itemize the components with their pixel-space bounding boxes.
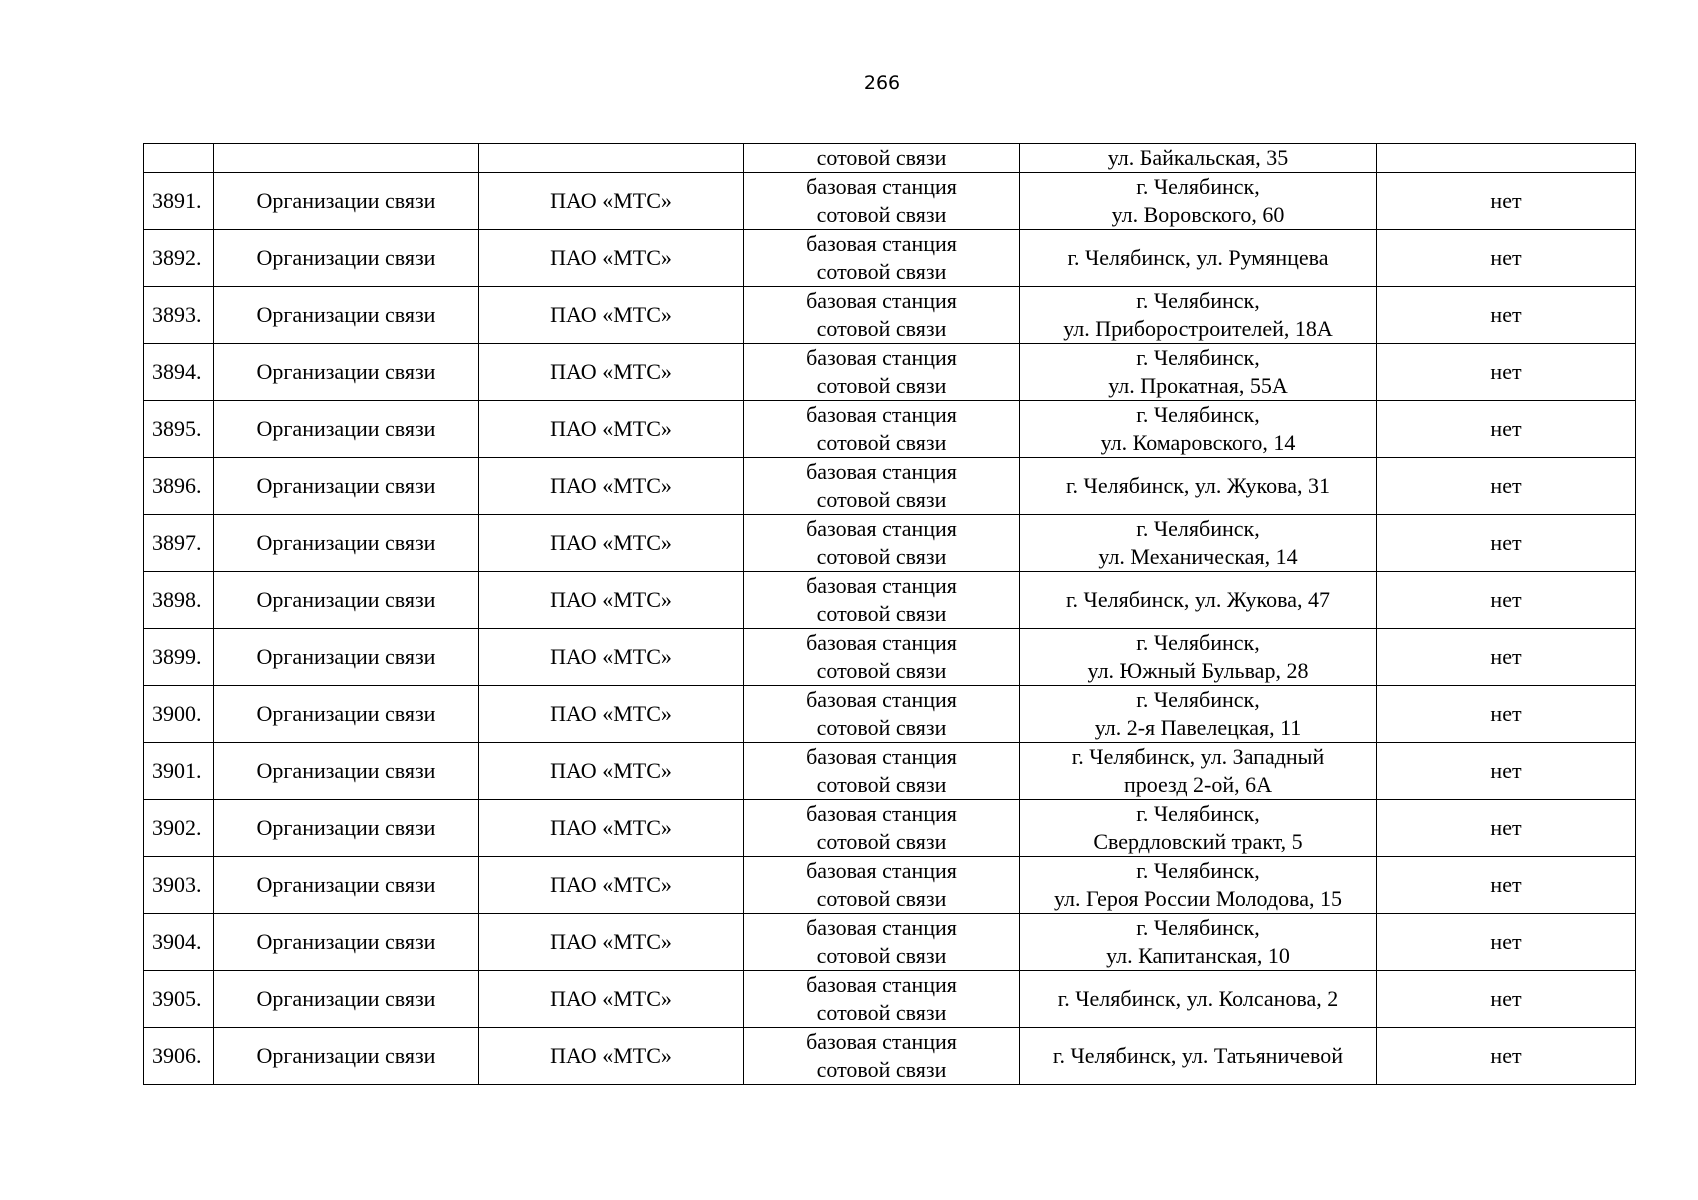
owner-cell: ПАО «МТС»: [479, 287, 744, 344]
note-cell: нет: [1377, 173, 1636, 230]
address-cell: [1020, 686, 1377, 743]
address-cell: [1020, 971, 1377, 1028]
cell-line: базовая станция: [806, 174, 957, 199]
table-row: [144, 458, 1636, 515]
cell-line: базовая станция: [806, 288, 957, 313]
table-row: [144, 743, 1636, 800]
category-cell: Организации связи: [214, 857, 479, 914]
table-row: [144, 401, 1636, 458]
category-cell: Организации связи: [214, 344, 479, 401]
cell-line: сотовой связи: [816, 316, 947, 341]
owner-cell: ПАО «МТС»: [479, 173, 744, 230]
row-number-cell: 3896.: [144, 458, 214, 515]
cell-line: г. Челябинск,: [1136, 402, 1260, 427]
cell-line: ул. Южный Бульвар, 28: [1087, 658, 1309, 683]
row-number-cell: 3895.: [144, 401, 214, 458]
object-type-cell: [744, 857, 1020, 914]
address-cell: [1020, 401, 1377, 458]
cell-line: ул. Героя России Молодова, 15: [1054, 886, 1342, 911]
address-cell: [1020, 629, 1377, 686]
note-cell: нет: [1377, 743, 1636, 800]
address-cell: [1020, 344, 1377, 401]
object-type-cell: [744, 173, 1020, 230]
address-cell: [1020, 173, 1377, 230]
table-row: [144, 287, 1636, 344]
row-number-cell: 3898.: [144, 572, 214, 629]
address-cell: [1020, 800, 1377, 857]
address-cell: [1020, 857, 1377, 914]
cell-line: г. Челябинск,: [1136, 915, 1260, 940]
row-number-cell: 3904.: [144, 914, 214, 971]
object-type-cell: [744, 914, 1020, 971]
table-row: [144, 686, 1636, 743]
note-cell: нет: [1377, 344, 1636, 401]
row-number-cell: [144, 144, 214, 173]
owner-cell: ПАО «МТС»: [479, 971, 744, 1028]
object-type-cell: [744, 144, 1020, 173]
cell-line: г. Челябинск,: [1136, 858, 1260, 883]
table-row: [144, 914, 1636, 971]
cell-line: г. Челябинск,: [1136, 630, 1260, 655]
cell-line: г. Челябинск,: [1136, 801, 1260, 826]
owner-cell: ПАО «МТС»: [479, 857, 744, 914]
table-row: [144, 800, 1636, 857]
object-type-cell: [744, 800, 1020, 857]
row-number-cell: 3906.: [144, 1028, 214, 1085]
cell-line: базовая станция: [806, 972, 957, 997]
table-row: [144, 1028, 1636, 1085]
category-cell: Организации связи: [214, 1028, 479, 1085]
category-cell: Организации связи: [214, 230, 479, 287]
category-cell: Организации связи: [214, 800, 479, 857]
category-cell: Организации связи: [214, 629, 479, 686]
note-cell: нет: [1377, 287, 1636, 344]
owner-cell: ПАО «МТС»: [479, 743, 744, 800]
cell-line: сотовой связи: [816, 658, 947, 683]
cell-line: базовая станция: [806, 858, 957, 883]
note-cell: [1377, 144, 1636, 173]
cell-line: г. Челябинск,: [1136, 174, 1260, 199]
row-number-cell: 3897.: [144, 515, 214, 572]
row-number-cell: 3902.: [144, 800, 214, 857]
cell-line: сотовой связи: [816, 715, 947, 740]
objects-table: [143, 143, 1636, 1085]
cell-line: сотовой связи: [816, 202, 947, 227]
cell-line: г. Челябинск, ул. Жукова, 31: [1066, 473, 1330, 498]
address-cell: [1020, 144, 1377, 173]
cell-line: г. Челябинск, ул. Татьяничевой: [1052, 1043, 1344, 1068]
cell-line: Свердловский тракт, 5: [1093, 829, 1303, 854]
category-cell: Организации связи: [214, 515, 479, 572]
cell-line: г. Челябинск, ул. Западный: [1071, 744, 1325, 769]
cell-line: базовая станция: [806, 516, 957, 541]
cell-line: ул. Комаровского, 14: [1100, 430, 1296, 455]
cell-line: сотовой связи: [816, 772, 947, 797]
cell-line: ул. 2-я Павелецкая, 11: [1094, 715, 1302, 740]
note-cell: нет: [1377, 515, 1636, 572]
address-cell: [1020, 515, 1377, 572]
table-body: [144, 144, 1636, 1085]
object-type-cell: [744, 230, 1020, 287]
cell-line: базовая станция: [806, 687, 957, 712]
cell-line: базовая станция: [806, 801, 957, 826]
cell-line: сотовой связи: [816, 373, 947, 398]
cell-line: сотовой связи: [816, 544, 947, 569]
cell-line: базовая станция: [806, 630, 957, 655]
cell-line: сотовой связи: [816, 601, 947, 626]
note-cell: нет: [1377, 686, 1636, 743]
object-type-cell: [744, 686, 1020, 743]
table-row: [144, 344, 1636, 401]
category-cell: Организации связи: [214, 743, 479, 800]
address-cell: [1020, 572, 1377, 629]
cell-line: г. Челябинск,: [1136, 288, 1260, 313]
cell-line: сотовой связи: [816, 943, 947, 968]
note-cell: нет: [1377, 857, 1636, 914]
row-number-cell: 3905.: [144, 971, 214, 1028]
table-row: [144, 515, 1636, 572]
row-number-cell: 3893.: [144, 287, 214, 344]
object-type-cell: [744, 572, 1020, 629]
note-cell: нет: [1377, 629, 1636, 686]
owner-cell: ПАО «МТС»: [479, 914, 744, 971]
owner-cell: ПАО «МТС»: [479, 344, 744, 401]
address-cell: [1020, 458, 1377, 515]
table-row: [144, 230, 1636, 287]
cell-line: сотовой связи: [816, 829, 947, 854]
row-number-cell: 3891.: [144, 173, 214, 230]
cell-line: базовая станция: [806, 345, 957, 370]
table-row: [144, 572, 1636, 629]
category-cell: Организации связи: [214, 914, 479, 971]
cell-line: ул. Байкальская, 35: [1107, 145, 1289, 170]
cell-line: ул. Воровского, 60: [1111, 202, 1285, 227]
cell-line: сотовой связи: [816, 259, 947, 284]
category-cell: [214, 144, 479, 173]
cell-line: ул. Прокатная, 55А: [1108, 373, 1288, 398]
category-cell: Организации связи: [214, 686, 479, 743]
object-type-cell: [744, 287, 1020, 344]
cell-line: сотовой связи: [816, 1057, 947, 1082]
page-number: 266: [863, 72, 901, 94]
cell-line: г. Челябинск,: [1136, 345, 1260, 370]
owner-cell: ПАО «МТС»: [479, 572, 744, 629]
note-cell: нет: [1377, 401, 1636, 458]
note-cell: нет: [1377, 971, 1636, 1028]
object-type-cell: [744, 344, 1020, 401]
table-row: [144, 173, 1636, 230]
cell-line: ул. Приборостроителей, 18А: [1063, 316, 1333, 341]
category-cell: Организации связи: [214, 173, 479, 230]
row-number-cell: 3899.: [144, 629, 214, 686]
table-row-continuation: [144, 144, 1636, 173]
cell-line: ул. Капитанская, 10: [1106, 943, 1290, 968]
owner-cell: ПАО «МТС»: [479, 515, 744, 572]
owner-cell: ПАО «МТС»: [479, 230, 744, 287]
cell-line: базовая станция: [806, 744, 957, 769]
note-cell: нет: [1377, 800, 1636, 857]
address-cell: [1020, 287, 1377, 344]
cell-line: базовая станция: [806, 459, 957, 484]
category-cell: Организации связи: [214, 971, 479, 1028]
owner-cell: [479, 144, 744, 173]
cell-line: г. Челябинск,: [1136, 687, 1260, 712]
address-cell: [1020, 914, 1377, 971]
owner-cell: ПАО «МТС»: [479, 800, 744, 857]
table-row: [144, 971, 1636, 1028]
note-cell: нет: [1377, 230, 1636, 287]
note-cell: нет: [1377, 458, 1636, 515]
owner-cell: ПАО «МТС»: [479, 629, 744, 686]
address-cell: [1020, 230, 1377, 287]
cell-line: сотовой связи: [816, 1000, 947, 1025]
row-number-cell: 3900.: [144, 686, 214, 743]
table-row: [144, 857, 1636, 914]
object-type-cell: [744, 458, 1020, 515]
category-cell: Организации связи: [214, 572, 479, 629]
address-cell: [1020, 1028, 1377, 1085]
object-type-cell: [744, 515, 1020, 572]
category-cell: Организации связи: [214, 401, 479, 458]
cell-line: базовая станция: [806, 231, 957, 256]
owner-cell: ПАО «МТС»: [479, 401, 744, 458]
cell-line: г. Челябинск,: [1136, 516, 1260, 541]
address-cell: [1020, 743, 1377, 800]
object-type-cell: [744, 1028, 1020, 1085]
object-type-cell: [744, 743, 1020, 800]
cell-line: сотовой связи: [816, 145, 947, 170]
object-type-cell: [744, 971, 1020, 1028]
cell-line: базовая станция: [806, 573, 957, 598]
owner-cell: ПАО «МТС»: [479, 686, 744, 743]
cell-line: базовая станция: [806, 1029, 957, 1054]
category-cell: Организации связи: [214, 458, 479, 515]
row-number-cell: 3894.: [144, 344, 214, 401]
cell-line: г. Челябинск, ул. Румянцева: [1067, 245, 1329, 270]
cell-line: сотовой связи: [816, 487, 947, 512]
cell-line: сотовой связи: [816, 886, 947, 911]
owner-cell: ПАО «МТС»: [479, 1028, 744, 1085]
cell-line: проезд 2-ой, 6А: [1123, 772, 1273, 797]
cell-line: сотовой связи: [816, 430, 947, 455]
note-cell: нет: [1377, 1028, 1636, 1085]
cell-line: ул. Механическая, 14: [1098, 544, 1298, 569]
note-cell: нет: [1377, 572, 1636, 629]
row-number-cell: 3903.: [144, 857, 214, 914]
cell-line: г. Челябинск, ул. Жукова, 47: [1066, 587, 1330, 612]
owner-cell: ПАО «МТС»: [479, 458, 744, 515]
note-cell: нет: [1377, 914, 1636, 971]
table-row: [144, 629, 1636, 686]
cell-line: базовая станция: [806, 402, 957, 427]
object-type-cell: [744, 401, 1020, 458]
object-type-cell: [744, 629, 1020, 686]
row-number-cell: 3892.: [144, 230, 214, 287]
category-cell: Организации связи: [214, 287, 479, 344]
cell-line: г. Челябинск, ул. Колсанова, 2: [1057, 986, 1339, 1011]
row-number-cell: 3901.: [144, 743, 214, 800]
cell-line: базовая станция: [806, 915, 957, 940]
